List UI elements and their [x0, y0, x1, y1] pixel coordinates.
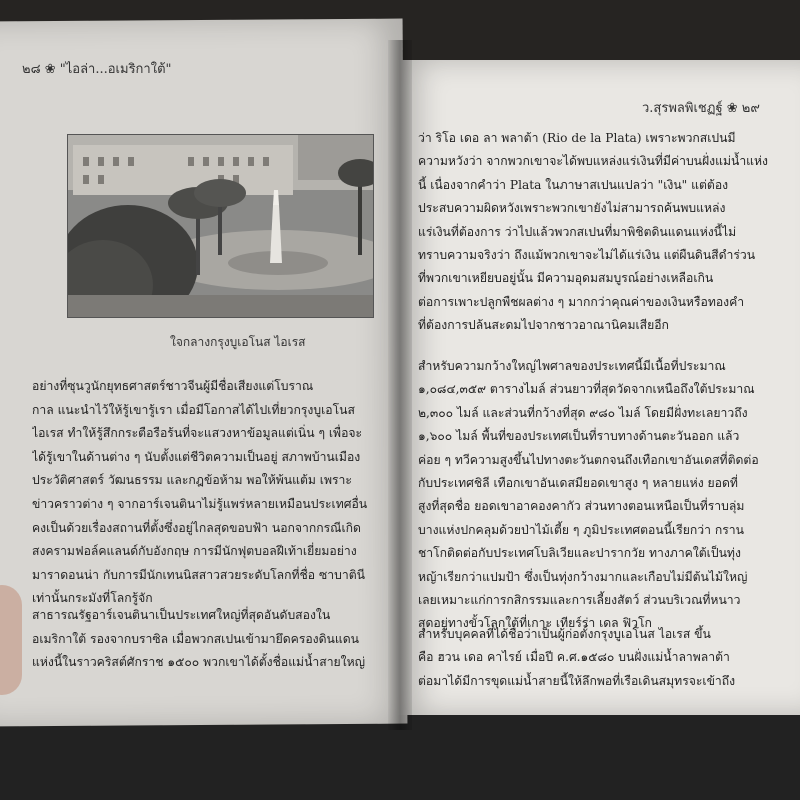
text-line: ๑,๖๐๐ ไมล์ พื้นที่ของประเทศเป็นที่ราบทางด้านตะวันออก แล้ว [418, 429, 740, 444]
text-line: ๒,๓๐๐ ไมล์ และส่วนที่กว้างที่สุด ๙๘๐ ไมล์ โดยมีฝั่งทะเลยาวถึง [418, 405, 748, 420]
right-paragraph-3 [418, 623, 793, 693]
text-line: สูงที่สุดชื่อ ยอดเขาอาคองคากัว ส่วนทางตอนเหนือเป็นที่ราบลุ่ม [418, 499, 745, 514]
text-line: ที่ต้องการปล้นสะดมไปจากชาวอาณานิคมเสียอีก [418, 318, 669, 333]
text-line: ประสบความผิดหวังเพราะพวกเขายังไม่สามารถค้นพบแหล่ง [418, 201, 726, 216]
text-line: อย่างที่ซุนวูนักยุทธศาสตร์ชาวจีนผู้มีชื่อเสียงแต่โบราณ [32, 379, 314, 393]
text-line: สงครามฟอล์คแลนด์กับอังกฤษ การมีนักฟุตบอลฝีเท้าเยี่ยมอย่าง [32, 544, 357, 559]
text-line: สาธารณรัฐอาร์เจนตินาเป็นประเทศใหญ่ที่สุดอันดับสองใน [32, 608, 331, 622]
text-line: แร่เงินที่ต้องการ ว่าไปแล้วพวกสเปนที่มาพิชิตดินแดนแห่งนี้ไม่ [418, 224, 737, 239]
text-line: นี้ เนื่องจากคำว่า Plata ในภาษาสเปนแปลว่า "เงิน" แต่ต้อง [418, 177, 729, 192]
text-line: ที่พวกเขาเหยียบอยู่นั้น มีความอุดมสมบูรณ์อย่างเหลือเกิน [418, 271, 714, 286]
text-line: ค่อย ๆ ทวีความสูงขึ้นไปทางตะวันตกจนถึงเทือกเขาอันเดสที่ติดต่อ [418, 452, 759, 467]
book-gutter [388, 40, 412, 730]
right-paragraph-2 [418, 355, 793, 636]
text-line: คือ ฮวน เดอ คาไรย์ เมื่อปี ค.ศ.๑๕๘๐ บนฝั่งแม่น้ำลาพลาต้า [418, 650, 730, 665]
text-line: สุดอยู่ทางขั้วโลกใต้ที่เกาะ เทียร์ร่า เดล ฟิวโก [418, 616, 652, 631]
right-paragraph-1 [418, 127, 793, 338]
left-paragraph-2 [32, 604, 382, 675]
text-line: กาล แนะนำไว้ให้รู้เขารู้เรา เมื่อมีโอกาสได้ไปเที่ยวกรุงบูเอโนส [32, 402, 355, 417]
right-page-header: ว.สุรพลพิเชฏฐ์ ❀ ๒๙ [642, 101, 760, 116]
text-line: ได้รู้เขาในด้านต่าง ๆ นับตั้งแต่ชีวิตความเป็นอยู่ สภาพบ้านเมือง [32, 449, 361, 464]
text-line: ต่อมาได้มีการขุดแม่น้ำสายนี้ให้ลึกพอที่เรือเดินสมุทรจะเข้าถึง [418, 673, 736, 688]
text-line: บางแห่งปกคลุมด้วยป่าไม้เตี้ย ๆ ภูมิประเทศตอนนี้เรียกว่า กราน [418, 522, 744, 537]
text-line: ๑,๐๘๔,๓๕๙ ตารางไมล์ ส่วนยาวที่สุดวัดจากเหนือถึงใต้ประมาณ [418, 382, 755, 397]
text-line: หญ้าเรียกว่าแปมป้า ซึ่งเป็นทุ่งกว้างมากและเกือบไม่มีต้นไม้ใหญ่ [418, 569, 748, 584]
text-line: แห่งนี้ในราวคริสต์ศักราช ๑๕๐๐ พวกเขาได้ตั้งชื่อแม่น้ำสายใหญ่ [32, 655, 366, 670]
text-line: เลยเหมาะแก่การกสิกรรมและการเลี้ยงสัตว์ ส่วนบริเวณที่หนาว [418, 593, 741, 608]
plaza-photo-drawing [68, 135, 373, 317]
text-line: ทราบความจริงว่า ถึงแม้พวกเขาจะไม่ได้แร่เงิน แต่ผืนดินสีดำร่วน [418, 248, 756, 263]
text-line: ข่าวคราวต่าง ๆ จากอาร์เจนตินาไม่รู้แพร่หลายเหมือนประเทศอื่น [32, 496, 368, 511]
text-line: คงเป็นด้วยเรื่องสถานที่ตั้งซึ่งอยู่ไกลสุดขอบฟ้า นอกจากกรณีเกิด [32, 520, 361, 535]
text-line: ว่า ริโอ เดอ ลา พลาต้า (Rio de la Plata) เพราะพวกสเปนมี [418, 131, 736, 145]
thumb-holding-page [0, 585, 22, 695]
text-line: ชาโกติดต่อกับประเทศโบลิเวียและปารากวัย ทางภาคใต้เป็นทุ่ง [418, 546, 741, 561]
text-line: อเมริกาใต้ รองจากบราซิล เมื่อพวกสเปนเข้ามายึดครองดินแดน [32, 631, 359, 646]
text-line: มาราดอนน่า กับการมีนักเทนนิสสาวสวยระดับโลกที่ชื่อ ซาบาตินี [32, 567, 365, 582]
text-line: ความหวังว่า จากพวกเขาจะได้พบแหล่งแร่เงินที่มีค่าบนฝั่งแม่น้ำแห่ง [418, 154, 769, 169]
left-paragraph-1 [32, 375, 382, 611]
left-page-header: ๒๘ ❀ "ไอล่า...อเมริกาใต้" [22, 62, 172, 77]
text-line: ต่อการเพาะปลูกพืชผลต่าง ๆ มากกว่าคุณค่าของเงินหรือทองคำ [418, 294, 745, 309]
text-line: เท่านั้นกระมังที่โลกรู้จัก [32, 591, 153, 606]
text-line: ไอเรส ทำให้รู้สึกกระตือรือร้นที่จะแสวงหาข้อมูลแต่เนิ่น ๆ เพื่อจะ [32, 426, 363, 441]
plaza-photo [67, 134, 374, 318]
text-line: ประวัติศาสตร์ วัฒนธรรม และกฎข้อห้าม พอให้พ้นแต้ม เพราะ [32, 473, 352, 488]
photo-caption: ใจกลางกรุงบูเอโนส ไอเรส [170, 335, 306, 349]
text-line: สำหรับบุคคลที่ได้ชื่อว่าเป็นผู้ก่อตั้งกรุงบูเอโนส ไอเรส ขึ้น [418, 627, 711, 641]
text-line: สำหรับความกว้างใหญ่ไพศาลของประเทศนี้มีเนื้อที่ประมาณ [418, 359, 726, 373]
text-line: กับประเทศชิลี เทือกเขาอันเดสมียอดเขาสูง ๆ หลายแห่ง ยอดที่ [418, 476, 738, 491]
